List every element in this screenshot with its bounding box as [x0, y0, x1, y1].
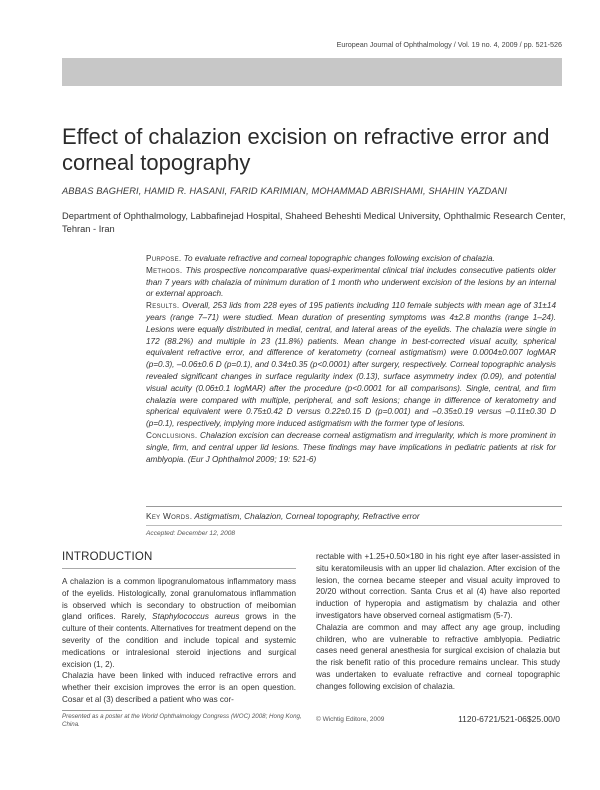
abstract-methods	[146, 265, 556, 300]
keywords-text: Astigmatism, Chalazion, Corneal topography, Refractive error	[192, 511, 420, 521]
body-column-left	[62, 576, 296, 706]
purpose-label: Purpose.	[146, 254, 182, 263]
methods-text: This prospective noncomparative quasi-experimental clinical trial includes consecutive patients older than 7 years with chalazia of minimum duration of 1 month who underwent excision of the lesions by an internal or external approach.	[146, 265, 556, 299]
intro-paragraph-1	[62, 576, 296, 670]
section-heading-introduction: INTRODUCTION	[62, 551, 153, 563]
intro-p1-start: A chalazion is a common lipogranulomatous inflammatory mass of the eyelids. Histologically, zonal granulomatous inflammation is observed which is secondary to obstruction of meibomian gland orifices. Rarely,	[62, 577, 296, 622]
author-list: ABBAS BAGHERI, HAMID R. HASANI, FARID KARIMIAN, MOHAMMAD ABRISHAMI, SHAHIN YAZDANI	[62, 186, 508, 196]
abstract-purpose	[146, 253, 556, 265]
footnote-divider	[62, 710, 122, 711]
intro-p1-end: grows in the culture of their contents. Alternatives for treatment depend on the severity of the condition and include topical and systemic medications or intralesional steroid injections and surgical excision (1, 2).	[62, 612, 296, 669]
publisher-copyright: © Wichtig Editore, 2009	[316, 716, 385, 723]
abstract-conclusions	[146, 430, 556, 465]
header-gray-band	[62, 58, 562, 86]
abstract	[146, 253, 556, 465]
intro-paragraph-3: rectable with +1.25+0.50×180 in his right eye after laser-assisted in situ keratomileusis with an upper lid chalazion. After excision of the lesion, the cornea became steeper and visual acuity improved to 20/20 without correction. Santa Crus et al (4) have also reported induction of hyperopia and astigmatism by chalazia and other investigators have observed corneal astigmatism (5-7).	[316, 552, 560, 620]
conclusions-label: Conclusions.	[146, 430, 198, 440]
journal-citation-header: European Journal of Ophthalmology / Vol. 19 no. 4, 2009 / pp. 521-526	[336, 40, 562, 49]
abstract-divider	[146, 506, 562, 507]
article-title: Effect of chalazion excision on refractive error and corneal topography	[62, 124, 550, 175]
issn-price-code: 1120-6721/521-06$25.00/0	[458, 714, 560, 724]
intro-paragraph-2: Chalazia have been linked with induced refractive errors and whether their excision improves the error is an open question. Cosar et al (3) described a patient who was cor-	[62, 671, 296, 704]
section-divider	[62, 568, 296, 569]
results-text: Overall, 253 lids from 228 eyes of 195 patients including 110 female subjects with mean age of 31±14 years (range 7–71) were studied. Mean duration of presenting symptoms was 4±2.8 months (range 1–24). Lesions were equally distributed in medial, central, and lateral areas of the eyelids. The chalazia were single in 172 (88.2%) and multiple in 23 (11.8%) patients. Mean change in best-corrected visual acuity, spherical equivalent refractive error, and difference of keratometry (corneal astigmatism) were 0.0004±0.007 logMAR (p=0.3), –0.06±0.6 D (p=0.1), and 0.34±0.35 (p<0.0001) after surgery, respectively. Corneal topographic analysis revealed significant changes in surface regularity index (0.13), surface asymmetry index (0.09), and potential visual acuity (0.06±0.1 logMAR) after the procedure (p<0.0001 for all comparisons). Single, central, and firm chalazia were compared with multiple, peripheral, and soft lesions; change in difference of keratometry and spherical equivalent were 0.75±0.42 D versus 0.22±0.15 D (p=0.001) and –0.35±0.19 versus –0.11±0.30 D (p=0.1), respectively, implying more induced astigmatism with the former type of lesions.	[146, 301, 556, 429]
species-name: Staphylococcus aureus	[152, 612, 240, 622]
abstract-results	[146, 300, 556, 430]
keywords-label: Key Words.	[146, 511, 193, 521]
footnote: Presented as a poster at the World Ophthalmology Congress (WOC) 2008; Hong Kong, China.	[62, 713, 302, 729]
methods-label: Methods.	[146, 265, 183, 275]
conclusions-text: Chalazion excision can decrease corneal astigmatism and irregularity, which is more prominent in single, firm, and central upper lid lesions. These findings may have implications in pediatric patients at risk for amblyopia. (Eur J Ophthalmol 2009; 19: 521-6)	[146, 430, 556, 464]
results-label: Results.	[146, 301, 180, 311]
body-column-right	[316, 551, 560, 693]
keywords-divider	[146, 525, 562, 526]
accepted-date: Accepted: December 12, 2008	[146, 530, 236, 537]
intro-paragraph-4: Chalazia are common and may affect any age group, including children, who are vulnerable to refractive amblyopia. Pediatric cases need general anesthesia for surgical excision of chalazia but the risk benefit ratio of this procedure remains unclear. This study was undertaken to evaluate refractive and corneal topographic changes following excision of chalazia.	[316, 622, 560, 691]
affiliation: Department of Ophthalmology, Labbafinejad Hospital, Shaheed Beheshti Medical University, Ophthalmic Research Center, Tehran - Iran	[62, 211, 566, 234]
purpose-text: To evaluate refractive and corneal topographic changes following excision of chalazia.	[181, 254, 495, 263]
keywords	[146, 511, 556, 521]
